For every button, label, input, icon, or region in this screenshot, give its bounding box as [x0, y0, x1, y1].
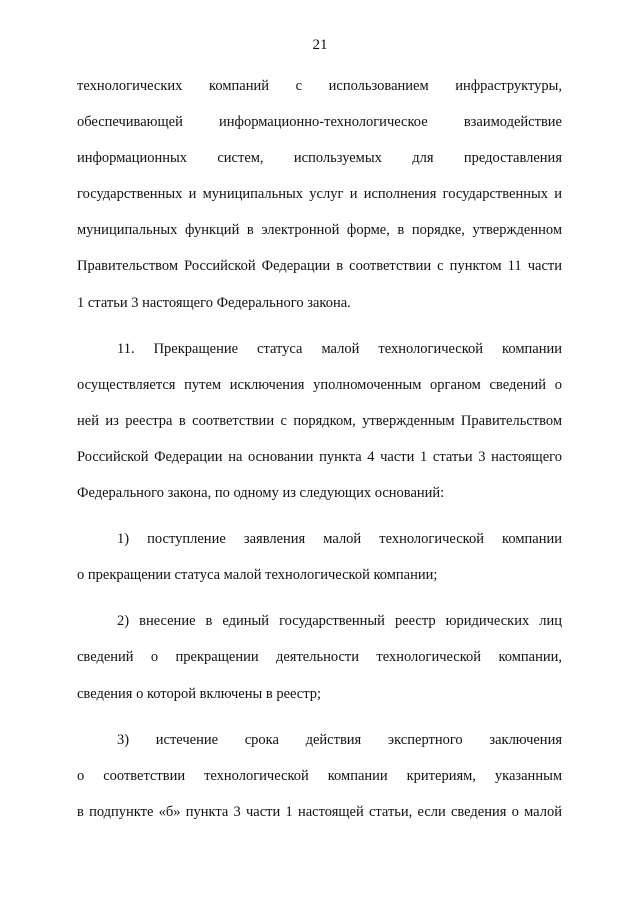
- text-line: 1 статьи 3 настоящего Федерального закона.: [77, 294, 351, 311]
- text-line: 2) внесение в единый государственный реестр юридических лиц: [117, 613, 562, 630]
- text-line: информационных систем, используемых для предоставления: [77, 150, 562, 167]
- text-line: 3) истечение срока действия экспертного заключения: [117, 731, 562, 748]
- paragraph-continuation: [77, 68, 562, 321]
- text-line: сведений о прекращении деятельности технологической компании,: [77, 649, 562, 666]
- text-line: обеспечивающей информационно-технологическое взаимодействие: [77, 114, 562, 131]
- list-item-2: [77, 603, 562, 711]
- text-line: Правительством Российской Федерации в соответствии с пунктом 11 части: [77, 258, 562, 275]
- text-line: осуществляется путем исключения уполномоченным органом сведений о: [77, 376, 562, 393]
- text-line: в подпункте «б» пункта 3 части 1 настоящей статьи, если сведения о малой: [77, 803, 562, 820]
- text-line: сведения о которой включены в реестр;: [77, 685, 322, 702]
- text-line: о соответствии технологической компании критериям, указанным: [77, 767, 562, 784]
- document-body: [77, 68, 562, 830]
- text-line: 1) поступление заявления малой технологической компании: [117, 531, 562, 548]
- text-line: 11. Прекращение статуса малой технологической компании: [117, 340, 562, 357]
- text-line: технологических компаний с использованием инфраструктуры,: [77, 78, 562, 94]
- paragraph-point-11: [77, 331, 562, 511]
- list-item-3: [77, 722, 562, 830]
- list-item-1: [77, 521, 562, 593]
- text-line: Российской Федерации на основании пункта 4 части 1 статьи 3 настоящего: [77, 448, 562, 465]
- text-line: государственных и муниципальных услуг и исполнения государственных и: [77, 186, 562, 203]
- page-number: 21: [312, 37, 328, 53]
- text-line: о прекращении статуса малой технологической компании;: [77, 567, 438, 584]
- text-line: Федерального закона, по одному из следующих оснований:: [77, 485, 445, 502]
- text-line: муниципальных функций в электронной форме, в порядке, утвержденном: [77, 222, 562, 239]
- text-line: ней из реестра в соответствии с порядком, утвержденным Правительством: [77, 412, 562, 429]
